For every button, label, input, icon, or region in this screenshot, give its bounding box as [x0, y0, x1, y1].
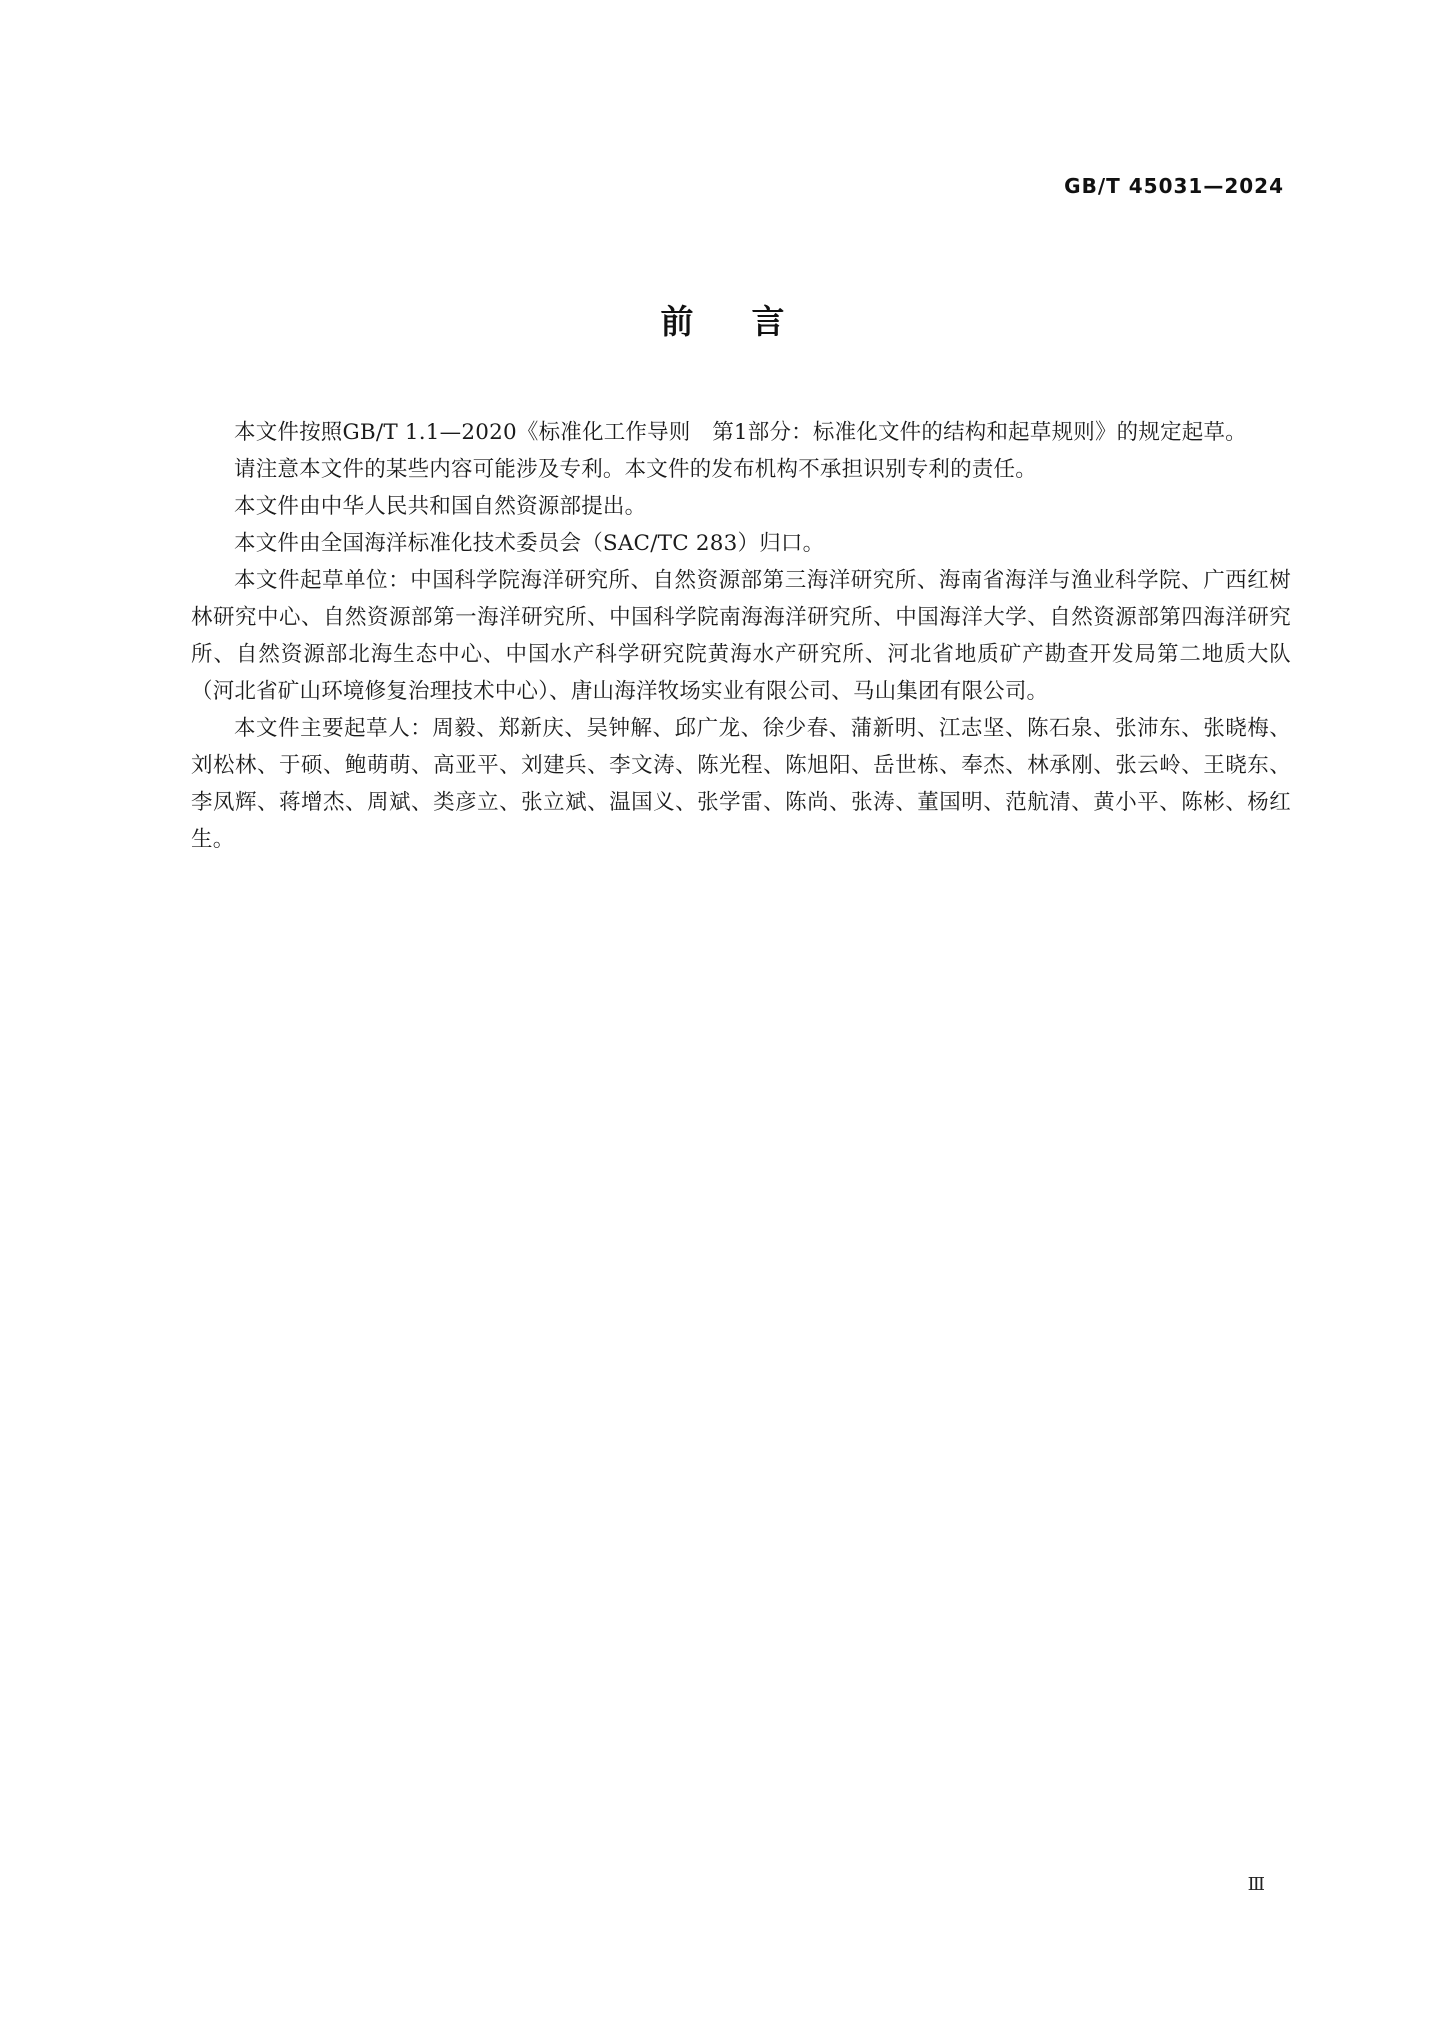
- paragraph-drafting-rules: 本文件按照GB/T 1.1—2020《标准化工作导则 第1部分：标准化文件的结构和起草规则》的规定起草。: [234, 420, 1247, 445]
- paragraph-committee: 本文件由全国海洋标准化技术委员会（SAC/TC 283）归口。: [234, 531, 825, 556]
- paragraph-proposer: 本文件由中华人民共和国自然资源部提出。: [234, 494, 647, 519]
- paragraph-drafting-units: 本文件起草单位：中国科学院海洋研究所、自然资源部第三海洋研究所、海南省海洋与渔业科学院、广西红树林研究中心、自然资源部第一海洋研究所、中国科学院南海海洋研究所、中国海洋大学、自然资源部第四海洋研究所、自然资源部北海生态中心、中国水产科学研究院黄海水产研究所、河北省地质矿产勘查开发局第二地质大队（河北省矿山环境修复治理技术中心）、唐山海洋牧场实业有限公司、马山集团有限公司。: [191, 568, 1291, 704]
- standard-number: GB/T 45031—2024: [1064, 174, 1284, 198]
- paragraph-patent-notice: 请注意本文件的某些内容可能涉及专利。本文件的发布机构不承担识别专利的责任。: [234, 457, 1037, 482]
- paragraph-drafters: 本文件主要起草人：周毅、郑新庆、吴钟解、邱广龙、徐少春、蒲新明、江志坚、陈石泉、张沛东、张晓梅、刘松林、于硕、鲍萌萌、高亚平、刘建兵、李文涛、陈光程、陈旭阳、岳世栋、奉杰、林承刚、张云岭、王晓东、李凤辉、蒋增杰、周斌、类彦立、张立斌、温国义、张学雷、陈尚、张涛、董国明、范航清、黄小平、陈彬、杨红生。: [191, 716, 1291, 852]
- page-number: Ⅲ: [1247, 1874, 1265, 1895]
- preface-body: [191, 414, 1291, 858]
- page-title: 前言: [660, 302, 843, 341]
